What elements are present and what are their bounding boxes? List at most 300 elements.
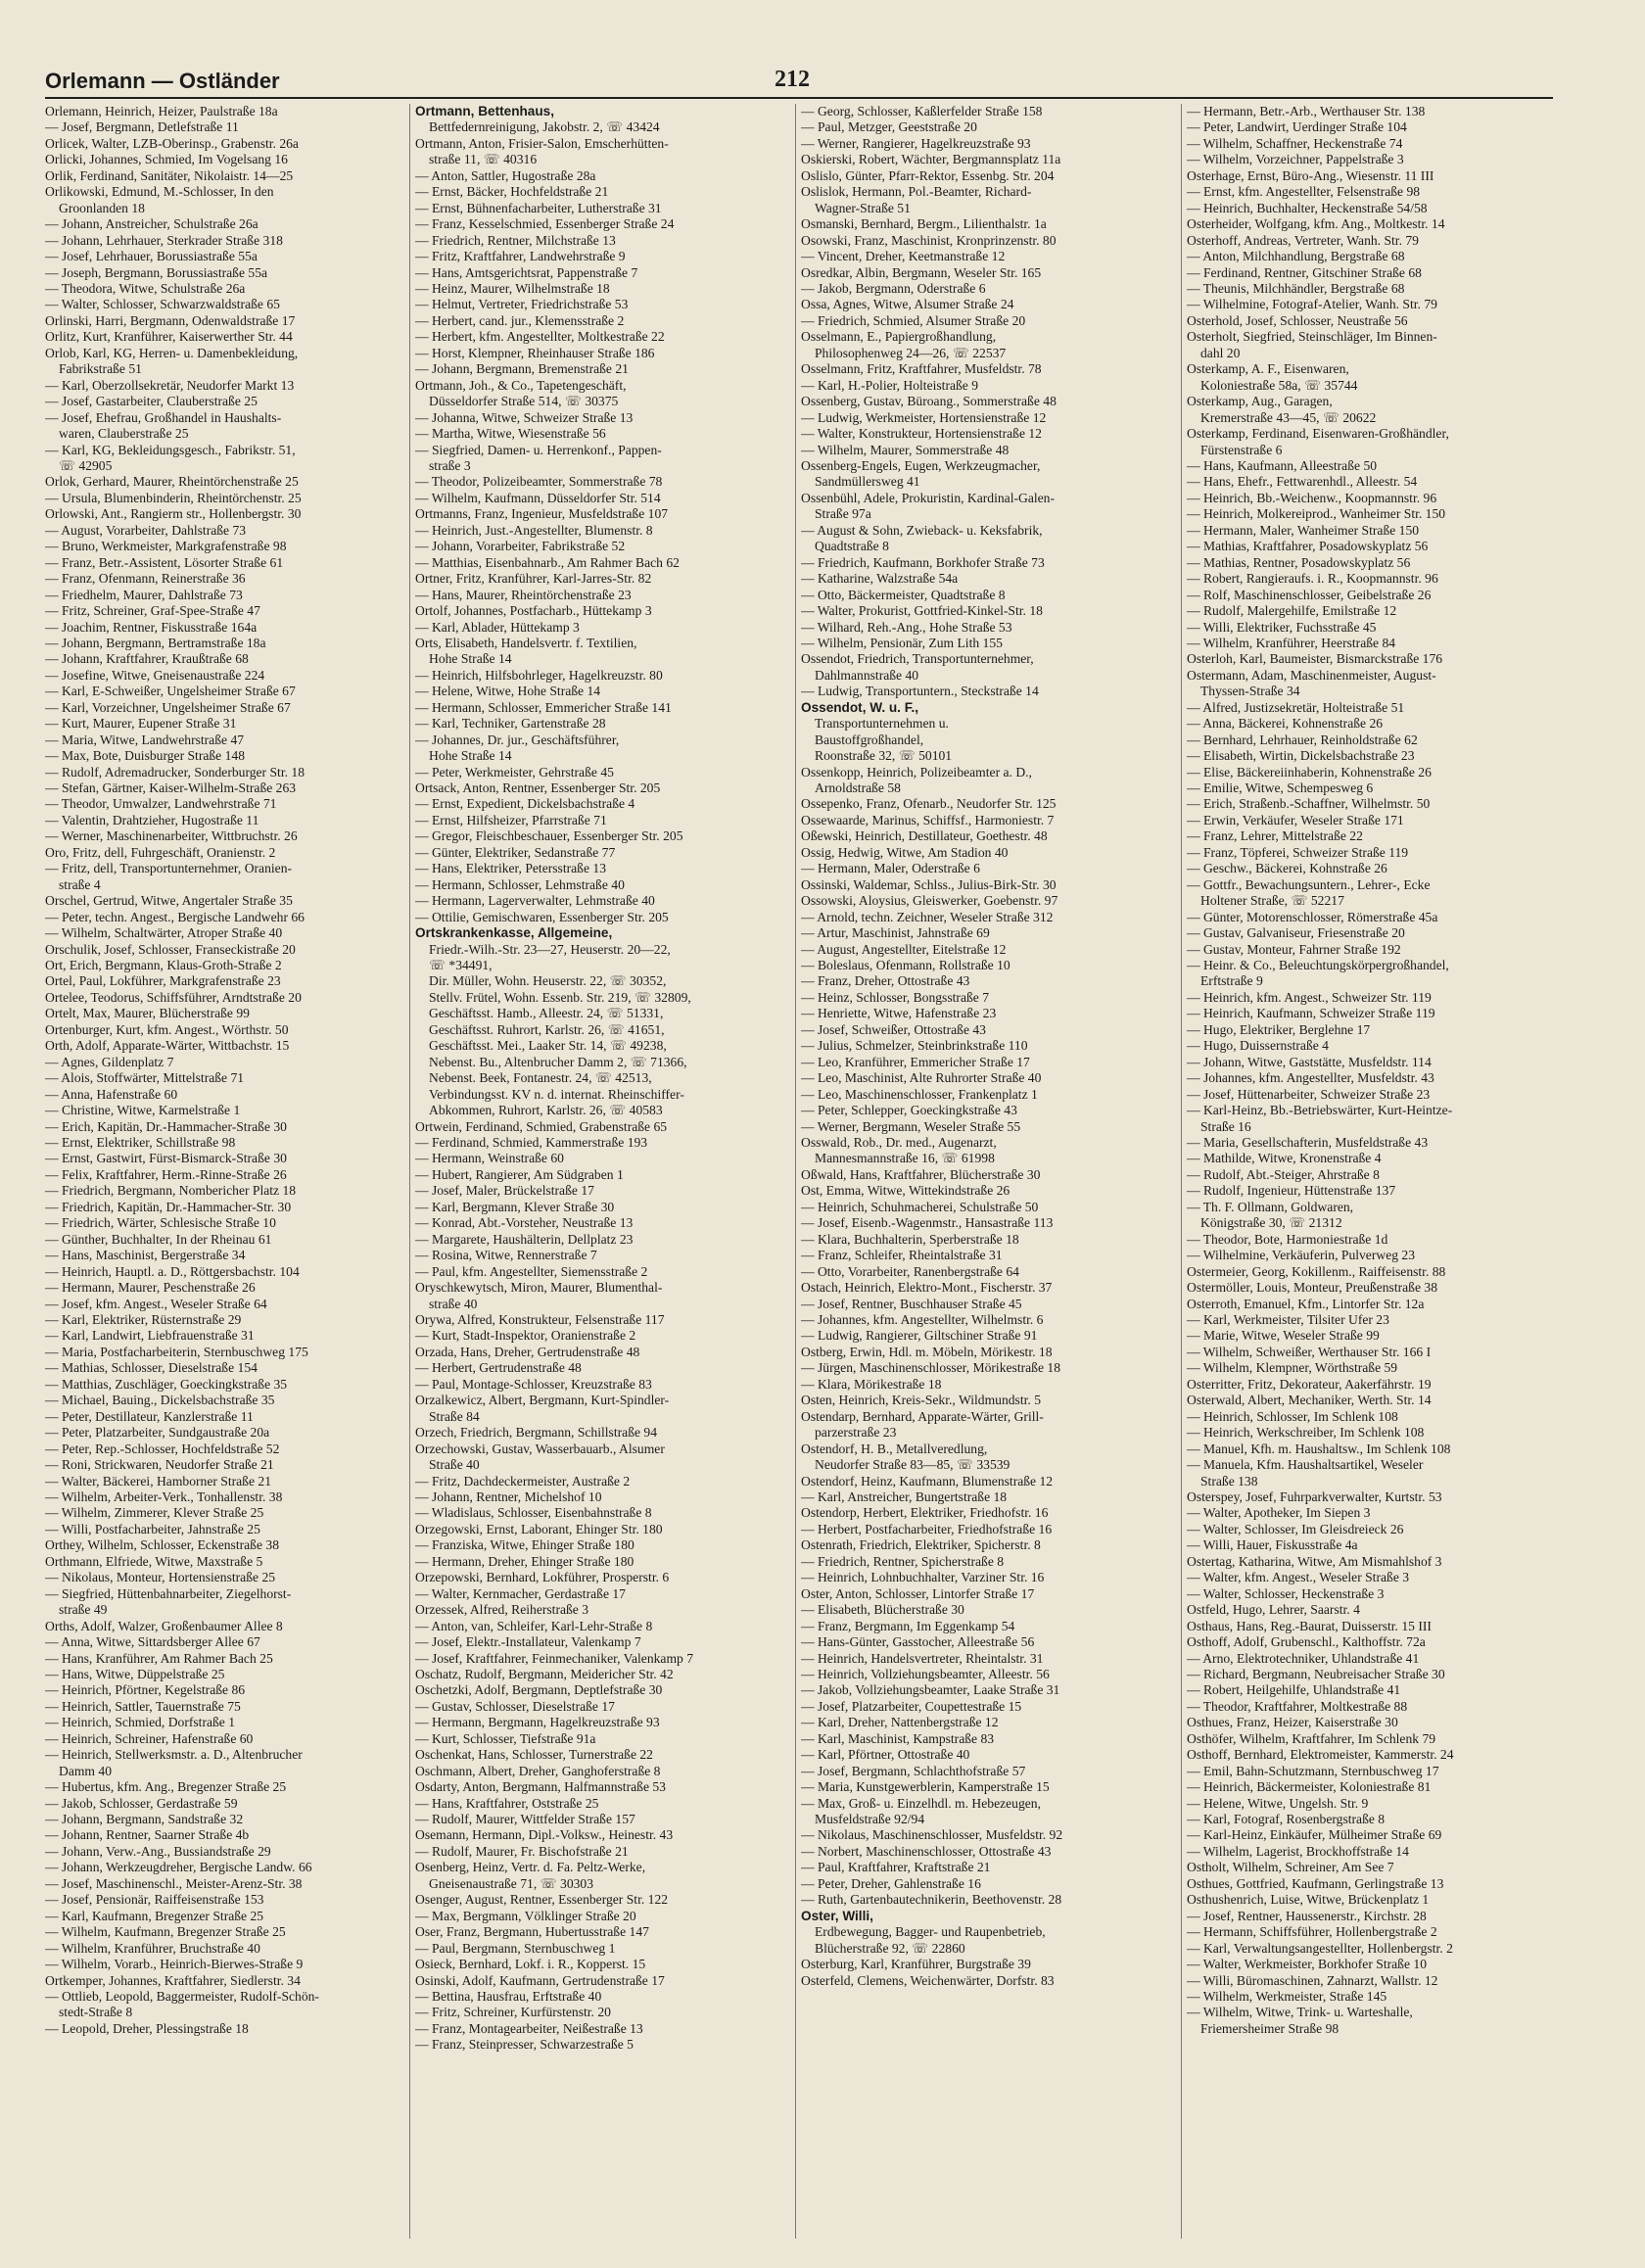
directory-entry-line: Friemersheimer Straße 98 <box>1200 2020 1340 2036</box>
directory-entry-line: — Johann, Werkzeugdreher, Bergische Landw. 66 <box>45 1860 312 1875</box>
directory-entry-line: — Georg, Schlosser, Kaßlerfelder Straße 158 <box>801 104 1043 118</box>
directory-entry-line: Oster, Anton, Schlosser, Lintorfer Straße 17 <box>801 1585 1035 1601</box>
directory-entry-line: Ostfeld, Hugo, Lehrer, Saarstr. 4 <box>1187 1602 1360 1618</box>
directory-entry-line: — Felix, Kraftfahrer, Herm.-Rinne-Straße 26 <box>45 1166 287 1182</box>
directory-entry-line: Ortmann, Anton, Frisier-Salon, Emscherhütten- <box>415 135 669 151</box>
directory-entry-line: — Ernst, Bühnenfacharbeiter, Lutherstraße 31 <box>415 200 662 215</box>
directory-entry-line: — Matthias, Eisenbahnarb., Am Rahmer Bach 62 <box>415 554 680 570</box>
directory-entry-line: — Th. F. Ollmann, Goldwaren, <box>1187 1199 1354 1214</box>
directory-entry-line: Groonlanden 18 <box>59 200 145 215</box>
directory-entry-line: Osthaus, Hans, Reg.-Baurat, Duisserstr. 15 III <box>1187 1618 1432 1633</box>
directory-entry-line: — Peter, Destillateur, Kanzlerstraße 11 <box>45 1408 254 1424</box>
directory-entry-line: — Ernst, Gastwirt, Fürst-Bismarck-Straße 30 <box>45 1151 287 1166</box>
directory-entry-line: Geschäftsst. Hamb., Alleestr. 24, ☏ 51331, <box>429 1006 664 1021</box>
directory-entry-line: — Mathias, Rentner, Posadowskyplatz 56 <box>1187 554 1411 570</box>
directory-entry-line: — Elise, Bäckereiinhaberin, Kohnenstraße 26 <box>1187 764 1432 780</box>
column-3 <box>801 104 1165 2248</box>
directory-entry-line: Osselmann, E., Papiergroßhandlung, <box>801 329 997 345</box>
directory-entry-line: — Ferdinand, Schmied, Kammerstraße 193 <box>415 1135 648 1150</box>
directory-entry-line: — Matthias, Zuschläger, Goeckingkstraße 35 <box>45 1376 288 1392</box>
directory-entry-line: Orths, Adolf, Walzer, Großenbaumer Allee 8 <box>45 1618 283 1633</box>
directory-entry-line: — Maria, Gesellschafterin, Musfeldstraße 43 <box>1187 1135 1429 1150</box>
directory-entry-line: Ossendot, W. u. F., <box>801 699 919 715</box>
directory-entry-line: — Max, Bote, Duisburger Straße 148 <box>45 748 246 764</box>
directory-entry-line: Hohe Straße 14 <box>429 651 512 667</box>
directory-entry-line: — Hermann, Schiffsführer, Hollenbergstraße 2 <box>1187 1924 1437 1940</box>
directory-entry-line: — Ernst, Expedient, Dickelsbachstraße 4 <box>415 796 635 812</box>
directory-entry-line: — Jakob, Bergmann, Oderstraße 6 <box>801 280 986 296</box>
directory-entry-line: — Manuela, Kfm. Haushaltsartikel, Weseler <box>1187 1457 1424 1473</box>
directory-entry-line: Ortmann, Joh., & Co., Tapetengeschäft, <box>415 377 627 393</box>
directory-entry-line: Ortsack, Anton, Rentner, Essenberger Str. 205 <box>415 780 661 796</box>
directory-entry-line: Ossepenko, Franz, Ofenarb., Neudorfer Str. 125 <box>801 796 1057 812</box>
directory-entry-line: Osterroth, Emanuel, Kfm., Lintorfer Str. 12a <box>1187 1296 1425 1311</box>
directory-entry-line: — Wilhelm, Kaufmann, Düsseldorfer Str. 514 <box>415 490 661 505</box>
directory-entry-line: Ostberg, Erwin, Hdl. m. Möbeln, Mörikestr. 18 <box>801 1344 1053 1359</box>
directory-entry-line: Osterhold, Josef, Schlosser, Neustraße 56 <box>1187 312 1408 328</box>
directory-entry-line: Ossendot, Friedrich, Transportunternehmer, <box>801 651 1034 667</box>
directory-entry-line: — Heinrich, Bäckermeister, Koloniestraße 81 <box>1187 1779 1432 1795</box>
column-2 <box>415 104 779 2248</box>
directory-entry-line: Orlemann, Heinrich, Heizer, Paulstraße 18a <box>45 104 278 118</box>
directory-entry-line: Oßewski, Heinrich, Destillateur, Goethestr. 48 <box>801 828 1048 844</box>
directory-entry-line: — Johann, Bergmann, Bertramstraße 18a <box>45 635 266 650</box>
directory-entry-line: Sandmüllersweg 41 <box>815 474 920 490</box>
directory-entry-line: — Peter, Werkmeister, Gehrstraße 45 <box>415 764 614 780</box>
directory-entry-line: — Klara, Mörikestraße 18 <box>801 1376 942 1392</box>
directory-entry-line: Oschatz, Rudolf, Bergmann, Meidericher Str. 42 <box>415 1666 674 1681</box>
directory-entry-line: — Christine, Witwe, Karmelstraße 1 <box>45 1103 241 1118</box>
directory-entry-line: Ossenkopp, Heinrich, Polizeibeamter a. D., <box>801 764 1032 780</box>
directory-entry-line: Orlinski, Harri, Bergmann, Odenwaldstraße 17 <box>45 312 296 328</box>
directory-entry-line: Orzada, Hans, Dreher, Gertrudenstraße 48 <box>415 1344 640 1359</box>
directory-entry-line: Osthues, Franz, Heizer, Kaiserstraße 30 <box>1187 1715 1398 1730</box>
directory-entry-line: Orywa, Alfred, Konstrukteur, Felsenstraße 117 <box>415 1311 665 1327</box>
directory-entry-line: Wagner-Straße 51 <box>815 200 911 215</box>
directory-entry-line: — Walter, Schlosser, Im Gleisdreieck 26 <box>1187 1521 1404 1536</box>
directory-entry-line: — Erwin, Verkäufer, Weseler Straße 171 <box>1187 812 1404 827</box>
directory-entry-line: Dahlmannstraße 40 <box>815 667 919 683</box>
directory-entry-line: — Walter, Apotheker, Im Siepen 3 <box>1187 1505 1371 1521</box>
directory-entry-line: Straße 138 <box>1200 1473 1258 1488</box>
directory-entry-line: — Willi, Hauer, Fiskusstraße 4a <box>1187 1537 1358 1553</box>
directory-entry-line: — Josef, Eisenb.-Wagenmstr., Hansastraße 113 <box>801 1215 1054 1231</box>
directory-entry-line: — Johannes, kfm. Angestellter, Musfeldstr. 43 <box>1187 1070 1434 1086</box>
directory-entry-line: — Gustav, Schlosser, Dieselstraße 17 <box>415 1698 615 1714</box>
directory-entry-line: — Anna, Witwe, Sittardsberger Allee 67 <box>45 1634 260 1650</box>
directory-entry-line: — Erich, Kapitän, Dr.-Hammacher-Straße 30 <box>45 1118 287 1134</box>
directory-entry-line: — Helene, Witwe, Hohe Straße 14 <box>415 684 601 699</box>
directory-entry-line: Orthey, Wilhelm, Schlosser, Eckenstraße 38 <box>45 1537 280 1553</box>
directory-entry-line: — Ernst, Bäcker, Hochfeldstraße 21 <box>415 184 609 200</box>
directory-entry-line: Orlowski, Ant., Rangierm str., Hollenbergstr. 30 <box>45 506 302 522</box>
directory-entry-line: — Nikolaus, Maschinenschlosser, Musfeldstr. 92 <box>801 1827 1063 1843</box>
directory-entry-line: — Karl, Kaufmann, Bregenzer Straße 25 <box>45 1908 264 1923</box>
directory-entry-line: Ortwein, Ferdinand, Schmied, Grabenstraße 65 <box>415 1118 668 1134</box>
directory-entry-line: — Leopold, Dreher, Plessingstraße 18 <box>45 2020 249 2036</box>
directory-entry-line: Ostendorp, Herbert, Elektriker, Friedhofstr. 16 <box>801 1505 1049 1521</box>
directory-entry-line: — Karl, Vorzeichner, Ungelsheimer Straße 67 <box>45 699 291 715</box>
directory-entry-line: — Josef, Hüttenarbeiter, Schweizer Straße 23 <box>1187 1086 1431 1102</box>
directory-entry-line: Osthues, Gottfried, Kaufmann, Gerlingstraße 13 <box>1187 1875 1444 1891</box>
directory-entry-line: — Ludwig, Transportuntern., Steckstraße 14 <box>801 684 1039 699</box>
directory-entry-line: — Max, Groß- u. Einzelhdl. m. Hebezeugen, <box>801 1795 1041 1811</box>
directory-entry-line: — Hans, Kraftfahrer, Oststraße 25 <box>415 1795 599 1811</box>
directory-entry-line: straße 4 <box>59 876 101 892</box>
directory-entry-line: — Willi, Elektriker, Fuchsstraße 45 <box>1187 619 1377 635</box>
directory-entry-line: Stellv. Frütel, Wohn. Essenb. Str. 219, ☏ 32809, <box>429 989 691 1005</box>
directory-entry-line: Osthöfer, Wilhelm, Kraftfahrer, Im Schlenk 79 <box>1187 1730 1436 1746</box>
directory-entry-line: — Johann, Rentner, Michelshof 10 <box>415 1488 602 1504</box>
directory-entry-line: Osterkamp, Ferdinand, Eisenwaren-Großhändler, <box>1187 426 1449 442</box>
directory-entry-line: — Hans, Witwe, Düppelstraße 25 <box>45 1666 225 1681</box>
directory-entry-line: — Josefine, Witwe, Gneisenaustraße 224 <box>45 667 265 683</box>
directory-entry-line: — Heinrich, Lohnbuchhalter, Varziner Str. 16 <box>801 1570 1045 1585</box>
directory-entry-line: — Josef, Rentner, Buschhauser Straße 45 <box>801 1296 1022 1311</box>
directory-entry-line: — Hermann, Maler, Oderstraße 6 <box>801 861 980 876</box>
directory-entry-line: — Heinrich, Sattler, Tauernstraße 75 <box>45 1698 241 1714</box>
directory-entry-line: — Friedrich, Kaufmann, Borkhofer Straße 73 <box>801 554 1045 570</box>
directory-entry-line: — Siegfried, Hüttenbahnarbeiter, Ziegelhorst- <box>45 1585 292 1601</box>
directory-entry-line: — Karl-Heinz, Bb.-Betriebswärter, Kurt-Heintze- <box>1187 1103 1453 1118</box>
directory-entry-line: Oslislok, Hermann, Pol.-Beamter, Richard- <box>801 184 1032 200</box>
directory-entry-line: — Wilhelm, Pensionär, Zum Lith 155 <box>801 635 1003 650</box>
directory-entry-line: — Wilhelm, Kranführer, Bruchstraße 40 <box>45 1940 260 1956</box>
directory-entry-line: — Rudolf, Adremadrucker, Sonderburger Str. 18 <box>45 764 305 780</box>
directory-entry-line: — Rudolf, Maurer, Fr. Bischofstraße 21 <box>415 1843 629 1859</box>
directory-entry-line: — Johann, Witwe, Gaststätte, Musfeldstr. 114 <box>1187 1054 1432 1069</box>
directory-entry-line: — Fritz, Schreiner, Graf-Spee-Straße 47 <box>45 603 260 619</box>
directory-entry-line: — Geschw., Bäckerei, Kohnstraße 26 <box>1187 861 1387 876</box>
directory-entry-line: — Ernst, kfm. Angestellter, Felsenstraße 98 <box>1187 184 1421 200</box>
directory-entry-line: — Franz, Ofenmann, Reinerstraße 36 <box>45 571 246 587</box>
directory-entry-line: Orzech, Friedrich, Bergmann, Schillstraße 94 <box>415 1425 658 1441</box>
directory-entry-line: Oskierski, Robert, Wächter, Bergmannsplatz 11a <box>801 152 1061 167</box>
directory-entry-line: Osenberg, Heinz, Vertr. d. Fa. Peltz-Werke, <box>415 1860 646 1875</box>
directory-entry-line: — Ernst, Hilfsheizer, Pfarrstraße 71 <box>415 812 607 827</box>
directory-entry-line: straße 49 <box>59 1602 108 1618</box>
directory-entry-line: — Maria, Kunstgewerblerin, Kamperstraße 15 <box>801 1779 1050 1795</box>
directory-entry-line: — Heinrich, kfm. Angest., Schweizer Str. 119 <box>1187 989 1432 1005</box>
column-divider <box>1181 104 1182 2239</box>
directory-entry-line: — Paul, Montage-Schlosser, Kreuzstraße 83 <box>415 1376 652 1392</box>
directory-entry-line: — Karl, KG, Bekleidungsgesch., Fabrikstr. 51, <box>45 442 296 457</box>
directory-entry-line: — Josef, Maler, Brückelstraße 17 <box>415 1183 594 1199</box>
directory-entry-line: — Mathias, Kraftfahrer, Posadowskyplatz 56 <box>1187 539 1429 554</box>
directory-entry-line: — Heinrich, Pförtner, Kegelstraße 86 <box>45 1682 246 1698</box>
directory-entry-line: — Franz, Töpferei, Schweizer Straße 119 <box>1187 844 1409 860</box>
directory-entry-line: — Erich, Straßenb.-Schaffner, Wilhelmstr. 50 <box>1187 796 1431 812</box>
directory-entry-line: — Friedrich, Rentner, Milchstraße 13 <box>415 232 616 248</box>
directory-entry-line: Erftstraße 9 <box>1200 973 1263 989</box>
directory-entry-line: — Walter, Konstrukteur, Hortensienstraße 12 <box>801 426 1042 442</box>
directory-entry-line: Ortelt, Max, Maurer, Blücherstraße 99 <box>45 1006 250 1021</box>
directory-entry-line: — Karl, Verwaltungsangestellter, Hollenbergstr. 2 <box>1187 1940 1453 1956</box>
directory-entry-line: Orlik, Ferdinand, Sanitäter, Nikolaistr. 14—25 <box>45 167 294 183</box>
directory-entry-line: — Johann, Kraftfahrer, Kraußtraße 68 <box>45 651 249 667</box>
directory-entry-line: — Willi, Postfacharbeiter, Jahnstraße 25 <box>45 1521 260 1536</box>
directory-entry-line: — August, Angestellter, Eitelstraße 12 <box>801 941 1007 957</box>
directory-entry-line: — Franz, Bergmann, Im Eggenkamp 54 <box>801 1618 1015 1633</box>
directory-entry-line: — Hans, Elektriker, Petersstraße 13 <box>415 861 606 876</box>
header-rule <box>45 97 1553 99</box>
directory-entry-line: — Johann, Anstreicher, Schulstraße 26a <box>45 216 258 232</box>
directory-entry-line: Ossowski, Aloysius, Gleiswerker, Goebenstr. 97 <box>801 893 1058 909</box>
directory-entry-line: Ortkemper, Johannes, Kraftfahrer, Siedlerstr. 34 <box>45 1972 301 1988</box>
directory-entry-line: — Josef, Lehrhauer, Borussiastraße 55a <box>45 249 258 264</box>
directory-entry-line: — Heinrich, Schlosser, Im Schlenk 108 <box>1187 1408 1398 1424</box>
directory-entry-line: — Heinrich, Schmied, Dorfstraße 1 <box>45 1715 236 1730</box>
directory-entry-line: — Johannes, Dr. jur., Geschäftsführer, <box>415 732 620 747</box>
directory-entry-line: — Franz, Steinpresser, Schwarzestraße 5 <box>415 2037 634 2053</box>
directory-entry-line: Ostendorf, H. B., Metallveredlung, <box>801 1441 988 1456</box>
directory-entry-line: straße 3 <box>429 457 471 473</box>
directory-entry-line: Orzechowski, Gustav, Wasserbauarb., Alsumer <box>415 1441 665 1456</box>
directory-entry-line: — Siegfried, Damen- u. Herrenkonf., Pappen- <box>415 442 662 457</box>
directory-entry-line: — Paul, Metzger, Geeststraße 20 <box>801 119 977 135</box>
directory-entry-line: — Walter, Schlosser, Schwarzwaldstraße 65 <box>45 297 280 312</box>
directory-entry-line: — Josef, Rentner, Haussenerstr., Kirchstr. 28 <box>1187 1908 1427 1923</box>
directory-entry-line: Königstraße 30, ☏ 21312 <box>1200 1215 1342 1231</box>
directory-entry-line: — Heinz, Schlosser, Bongsstraße 7 <box>801 989 990 1005</box>
directory-entry-line: — Walter, Kernmacher, Gerdastraße 17 <box>415 1585 626 1601</box>
directory-entry-line: — Wilhelm, Kaufmann, Bregenzer Straße 25 <box>45 1924 286 1940</box>
directory-entry-line: — Julius, Schmelzer, Steinbrinkstraße 110 <box>801 1038 1028 1054</box>
directory-entry-line: — Rudolf, Malergehilfe, Emilstraße 12 <box>1187 603 1397 619</box>
directory-entry-line: Ortner, Fritz, Kranführer, Karl-Jarres-Str. 82 <box>415 571 652 587</box>
directory-entry-line: — Gustav, Monteur, Fahrner Straße 192 <box>1187 941 1401 957</box>
directory-entry-line: Gneisenaustraße 71, ☏ 30303 <box>429 1875 594 1891</box>
directory-entry-line: Orschulik, Josef, Schlosser, Franseckistraße 20 <box>45 941 296 957</box>
directory-entry-line: — Ferdinand, Rentner, Gitschiner Straße 68 <box>1187 264 1422 280</box>
directory-entry-line: — Herbert, cand. jur., Klemensstraße 2 <box>415 312 625 328</box>
directory-entry-line: — Wilhelmine, Verkäuferin, Pulverweg 23 <box>1187 1248 1416 1263</box>
directory-entry-line: — Ludwig, Rangierer, Giltschiner Straße 91 <box>801 1328 1038 1344</box>
directory-entry-line: Baustoffgroßhandel, <box>815 732 924 747</box>
directory-entry-line: Damm 40 <box>59 1763 112 1778</box>
directory-entry-line: — Bruno, Werkmeister, Markgrafenstraße 98 <box>45 539 287 554</box>
directory-entry-line: Ostermeier, Georg, Kokillenm., Raiffeisenstr. 88 <box>1187 1263 1446 1279</box>
directory-entry-line: — Günther, Buchhalter, In der Rheinau 61 <box>45 1231 272 1247</box>
directory-entry-line: — Hans, Amtsgerichtsrat, Pappenstraße 7 <box>415 264 638 280</box>
directory-entry-line: — Johann, Bergmann, Bremenstraße 21 <box>415 361 629 377</box>
directory-entry-line: Osterkamp, A. F., Eisenwaren, <box>1187 361 1349 377</box>
directory-entry-line: — Gottfr., Bewachungsuntern., Lehrer-, Ecke <box>1187 876 1431 892</box>
directory-entry-line: Verbindungsst. KV n. d. internat. Rheinschiffer- <box>429 1086 684 1102</box>
directory-entry-line: — Helene, Witwe, Ungelsh. Str. 9 <box>1187 1795 1369 1811</box>
directory-entry-line: — Franz, Lehrer, Mittelstraße 22 <box>1187 828 1363 844</box>
column-1 <box>45 104 409 2248</box>
directory-entry-line: — Rudolf, Abt.-Steiger, Ahrstraße 8 <box>1187 1166 1380 1182</box>
directory-entry-line: — Wilhelm, Witwe, Trink- u. Warteshalle, <box>1187 2005 1413 2020</box>
directory-entry-line: Osemann, Hermann, Dipl.-Volksw., Heinestr. 43 <box>415 1827 674 1843</box>
directory-entry-line: Hohe Straße 14 <box>429 748 512 764</box>
directory-entry-line: Neudorfer Straße 83—85, ☏ 33539 <box>815 1457 1010 1473</box>
directory-entry-line: Arnoldstraße 58 <box>815 780 901 796</box>
directory-entry-line: — Katharine, Walzstraße 54a <box>801 571 959 587</box>
directory-entry-line: Orzessek, Alfred, Reiherstraße 3 <box>415 1602 589 1618</box>
directory-entry-line: Ortelee, Teodorus, Schiffsführer, Arndtstraße 20 <box>45 989 302 1005</box>
directory-entry-line: — Wilhelm, Arbeiter-Verk., Tonhallenstr. 38 <box>45 1488 283 1504</box>
directory-entry-line: — Josef, Ehefrau, Großhandel in Haushalts- <box>45 409 282 425</box>
directory-entry-line: — Anna, Bäckerei, Kohnenstraße 26 <box>1187 716 1384 732</box>
directory-entry-line: Ort, Erich, Bergmann, Klaus-Groth-Straße 2 <box>45 958 282 973</box>
directory-entry-line: Thyssen-Straße 34 <box>1200 684 1300 699</box>
directory-entry-line: Oser, Franz, Bergmann, Hubertusstraße 147 <box>415 1924 649 1940</box>
directory-entry-line: — Heinrich, Schuhmacherei, Schulstraße 50 <box>801 1199 1039 1214</box>
directory-entry-line: ☏ *34491, <box>429 958 493 973</box>
directory-entry-line: Orschel, Gertrud, Witwe, Angertaler Straße 35 <box>45 893 293 909</box>
directory-entry-line: — Boleslaus, Ofenmann, Rollstraße 10 <box>801 958 1010 973</box>
directory-entry-line: Osterfeld, Clemens, Weichenwärter, Dorfstr. 83 <box>801 1972 1055 1988</box>
directory-entry-line: — Hubert, Rangierer, Am Südgraben 1 <box>415 1166 624 1182</box>
directory-entry-line: — Heinrich, Hauptl. a. D., Röttgersbachstr. 104 <box>45 1263 300 1279</box>
directory-entry-line: Osterloh, Karl, Baumeister, Bismarckstraße 176 <box>1187 651 1443 667</box>
directory-entry-line: Ortel, Paul, Lokführer, Markgrafenstraße 23 <box>45 973 281 989</box>
directory-entry-line: — Franz, Kesselschmied, Essenberger Straße 24 <box>415 216 675 232</box>
directory-entry-line: Osthushenrich, Luise, Witwe, Brückenplatz 1 <box>1187 1892 1430 1908</box>
directory-entry-line: — Emilie, Witwe, Schempesweg 6 <box>1187 780 1374 796</box>
directory-entry-line: Ossinski, Waldemar, Schlss., Julius-Birk-Str. 30 <box>801 876 1057 892</box>
directory-entry-line: — Valentin, Drahtzieher, Hugostraße 11 <box>45 812 259 827</box>
directory-entry-line: — Friedrich, Rentner, Spicherstraße 8 <box>801 1553 1005 1569</box>
directory-entry-line: — Elisabeth, Wirtin, Dickelsbachstraße 23 <box>1187 748 1415 764</box>
directory-entry-line: — Ludwig, Werkmeister, Hortensienstraße 12 <box>801 409 1047 425</box>
directory-entry-line: — Bernhard, Lehrhauer, Reinholdstraße 62 <box>1187 732 1418 747</box>
directory-entry-line: Düsseldorfer Straße 514, ☏ 30375 <box>429 394 619 409</box>
directory-entry-line: Oschmann, Albert, Dreher, Ganghoferstraße 8 <box>415 1763 661 1778</box>
directory-entry-line: — Ursula, Blumenbinderin, Rheintörchenstr. 25 <box>45 490 302 505</box>
directory-entry-line: — Karl, Techniker, Gartenstraße 28 <box>415 716 606 732</box>
directory-entry-line: — Henriette, Witwe, Hafenstraße 23 <box>801 1006 997 1021</box>
directory-entry-line: — Jürgen, Maschinenschlosser, Mörikestraße 18 <box>801 1360 1060 1376</box>
directory-entry-line: — Heinrich, Handelsvertreter, Rheintalstr. 31 <box>801 1650 1044 1666</box>
column-4 <box>1187 104 1551 2248</box>
directory-entry-line: — Peter, Dreher, Gahlenstraße 16 <box>801 1875 981 1891</box>
directory-entry-line: Blücherstraße 92, ☏ 22860 <box>815 1940 965 1956</box>
directory-entry-line: Holtener Straße, ☏ 52217 <box>1200 893 1344 909</box>
directory-entry-line: Orzalkewicz, Albert, Bergmann, Kurt-Spindler- <box>415 1393 670 1408</box>
directory-entry-line: — Ottilie, Gemischwaren, Essenberger Str. 205 <box>415 909 669 924</box>
directory-entry-line: — Theodor, Umwalzer, Landwehrstraße 71 <box>45 796 277 812</box>
directory-entry-line: — Hugo, Duissernstraße 4 <box>1187 1038 1329 1054</box>
directory-entry-line: Bettfedernreinigung, Jakobstr. 2, ☏ 43424 <box>429 119 660 135</box>
directory-entry-line: — Jakob, Schlosser, Gerdastraße 59 <box>45 1795 238 1811</box>
directory-entry-line: — Heinrich, Werkschreiber, Im Schlenk 108 <box>1187 1425 1425 1441</box>
directory-entry-line: — Stefan, Gärtner, Kaiser-Wilhelm-Straße 263 <box>45 780 297 796</box>
directory-entry-line: — Maria, Postfacharbeiterin, Sternbuschweg 175 <box>45 1344 308 1359</box>
directory-entry-line: — Kurt, Maurer, Eupener Straße 31 <box>45 716 237 732</box>
directory-entry-line: Nebenst. Beek, Fontanestr. 24, ☏ 42513, <box>429 1070 652 1086</box>
directory-entry-line: — Günter, Elektriker, Sedanstraße 77 <box>415 844 616 860</box>
directory-entry-line: — Peter, Schlepper, Goeckingkstraße 43 <box>801 1103 1017 1118</box>
directory-entry-line: — Wilhelm, Werkmeister, Straße 145 <box>1187 1989 1387 2005</box>
directory-entry-line: — Wilhard, Reh.-Ang., Hohe Straße 53 <box>801 619 1012 635</box>
directory-entry-line: — Elisabeth, Blücherstraße 30 <box>801 1602 964 1618</box>
directory-entry-line: — Wilhelm, Klempner, Wörthstraße 59 <box>1187 1360 1398 1376</box>
directory-entry-line: Osredkar, Albin, Bergmann, Weseler Str. 165 <box>801 264 1042 280</box>
directory-entry-line: Orts, Elisabeth, Handelsvertr. f. Textilien, <box>415 635 637 650</box>
directory-entry-line: Oßwald, Hans, Kraftfahrer, Blücherstraße 30 <box>801 1166 1041 1182</box>
directory-entry-line: Ossig, Hedwig, Witwe, Am Stadion 40 <box>801 844 1009 860</box>
directory-entry-line: — Mathilde, Witwe, Kronenstraße 4 <box>1187 1151 1382 1166</box>
directory-entry-line: Straße 16 <box>1200 1118 1251 1134</box>
directory-entry-line: — Margarete, Haushälterin, Dellplatz 23 <box>415 1231 634 1247</box>
directory-entry-line: Ortmanns, Franz, Ingenieur, Musfeldstraße 107 <box>415 506 669 522</box>
directory-entry-line: — Hans-Günter, Gasstocher, Alleestraße 56 <box>801 1634 1035 1650</box>
directory-entry-line: — Werner, Maschinenarbeiter, Wittbruchstr. 26 <box>45 828 298 844</box>
directory-entry-line: — Bettina, Hausfrau, Erftstraße 40 <box>415 1989 602 2005</box>
directory-entry-line: — Walter, Prokurist, Gottfried-Kinkel-Str. 18 <box>801 603 1043 619</box>
directory-entry-line: — Hermann, Schlosser, Lehmstraße 40 <box>415 876 625 892</box>
directory-entry-line: Osinski, Adolf, Kaufmann, Gertrudenstraße 17 <box>415 1972 665 1988</box>
directory-entry-line: — Theodor, Kraftfahrer, Moltkestraße 88 <box>1187 1698 1408 1714</box>
directory-entry-line: — Heinrich, Vollziehungsbeamter, Alleestr. 56 <box>801 1666 1050 1681</box>
directory-entry-line: Dir. Müller, Wohn. Heuserstr. 22, ☏ 30352, <box>429 973 667 989</box>
directory-entry-line: — Wilhelm, Zimmerer, Klever Straße 25 <box>45 1505 264 1521</box>
directory-entry-line: Fürstenstraße 6 <box>1200 442 1283 457</box>
directory-entry-line: — Paul, Bergmann, Sternbuschweg 1 <box>415 1940 616 1956</box>
directory-entry-line: Osterwald, Albert, Mechaniker, Werth. Str. 14 <box>1187 1393 1432 1408</box>
directory-entry-line: Musfeldstraße 92/94 <box>815 1812 925 1827</box>
directory-entry-line: — Franz, Schleifer, Rheintalstraße 31 <box>801 1248 1003 1263</box>
directory-entry-line: — Josef, Bergmann, Schlachthofstraße 57 <box>801 1763 1026 1778</box>
directory-entry-line: — Anna, Hafenstraße 60 <box>45 1086 178 1102</box>
directory-entry-line: — Horst, Klempner, Rheinhauser Straße 186 <box>415 345 655 360</box>
directory-entry-line: Ostermöller, Louis, Monteur, Preußenstraße 38 <box>1187 1280 1438 1296</box>
directory-entry-line: — Theodor, Bote, Harmoniestraße 1d <box>1187 1231 1388 1247</box>
directory-entry-line: — Johann, Bergmann, Sandstraße 32 <box>45 1812 244 1827</box>
directory-entry-line: — Rolf, Maschinenschlosser, Geibelstraße 26 <box>1187 587 1432 602</box>
directory-entry-line: Orlicek, Walter, LZB-Oberinsp., Grabenstr. 26a <box>45 135 299 151</box>
directory-entry-line: Osmanski, Bernhard, Bergm., Lilienthalstr. 1a <box>801 216 1047 232</box>
directory-entry-line: Abkommen, Ruhrort, Karlstr. 26, ☏ 40583 <box>429 1103 663 1118</box>
directory-entry-line: — Fritz, dell, Transportunternehmer, Oranien- <box>45 861 293 876</box>
directory-entry-line: — Karl, Pförtner, Ottostraße 40 <box>801 1747 970 1763</box>
directory-entry-line: — Robert, Heilgehilfe, Uhlandstraße 41 <box>1187 1682 1401 1698</box>
directory-entry-line: — Jakob, Vollziehungsbeamter, Laake Straße 31 <box>801 1682 1060 1698</box>
directory-entry-line: — Ruth, Gartenbautechnikerin, Beethovenstr. 28 <box>801 1892 1062 1908</box>
directory-entry-line: — Agnes, Gildenplatz 7 <box>45 1054 174 1069</box>
directory-entry-line: Orlitz, Kurt, Kranführer, Kaiserwerther Str. 44 <box>45 329 293 345</box>
directory-entry-line: — Joseph, Bergmann, Borussiastraße 55a <box>45 264 268 280</box>
directory-entry-line: — Fritz, Kraftfahrer, Landwehrstraße 9 <box>415 249 626 264</box>
directory-entry-line: — Karl, Oberzollsekretär, Neudorfer Markt 13 <box>45 377 295 393</box>
directory-entry-line: — Heinrich, Kaufmann, Schweizer Straße 119 <box>1187 1006 1435 1021</box>
directory-entry-line: — Hans, Maurer, Rheintörchenstraße 23 <box>415 587 632 602</box>
directory-entry-line: — Leo, Maschinenschlosser, Frankenplatz 1 <box>801 1086 1038 1102</box>
directory-entry-line: Ostertag, Katharina, Witwe, Am Mismahlshof 3 <box>1187 1553 1442 1569</box>
directory-entry-line: Osdarty, Anton, Bergmann, Halfmannstraße 53 <box>415 1779 666 1795</box>
directory-entry-line: — Walter, Schlosser, Heckenstraße 3 <box>1187 1585 1385 1601</box>
directory-entry-line: — Hermann, Maler, Wanheimer Straße 150 <box>1187 522 1420 538</box>
directory-entry-line: Osieck, Bernhard, Lokf. i. R., Kopperst. 15 <box>415 1957 646 1972</box>
directory-entry-line: — Fritz, Schreiner, Kurfürstenstr. 20 <box>415 2005 611 2020</box>
directory-entry-line: — Heinrich, Molkereiprod., Wanheimer Str. 150 <box>1187 506 1446 522</box>
directory-entry-line: — Max, Bergmann, Völklinger Straße 20 <box>415 1908 636 1923</box>
directory-entry-line: — Konrad, Abt.-Vorsteher, Neustraße 13 <box>415 1215 634 1231</box>
directory-entry-line: — Hans, Kranführer, Am Rahmer Bach 25 <box>45 1650 273 1666</box>
directory-entry-line: Nebenst. Bu., Altenbrucher Damm 2, ☏ 71366, <box>429 1054 687 1069</box>
directory-entry-line: — Otto, Bäckermeister, Quadtstraße 8 <box>801 587 1006 602</box>
directory-entry-line: — Johann, Vorarbeiter, Fabrikstraße 52 <box>415 539 626 554</box>
directory-entry-line: — Rudolf, Ingenieur, Hüttenstraße 137 <box>1187 1183 1396 1199</box>
directory-entry-line: Geschäftsst. Ruhrort, Karlstr. 26, ☏ 41651, <box>429 1021 665 1037</box>
directory-entry-line: — Walter, Werkmeister, Borkhofer Straße 10 <box>1187 1957 1427 1972</box>
directory-entry-line: — Peter, Landwirt, Uerdinger Straße 104 <box>1187 119 1407 135</box>
directory-entry-line: — Emil, Bahn-Schutzmann, Sternbuschweg 17 <box>1187 1763 1439 1778</box>
directory-entry-line: Quadtstraße 8 <box>815 539 889 554</box>
